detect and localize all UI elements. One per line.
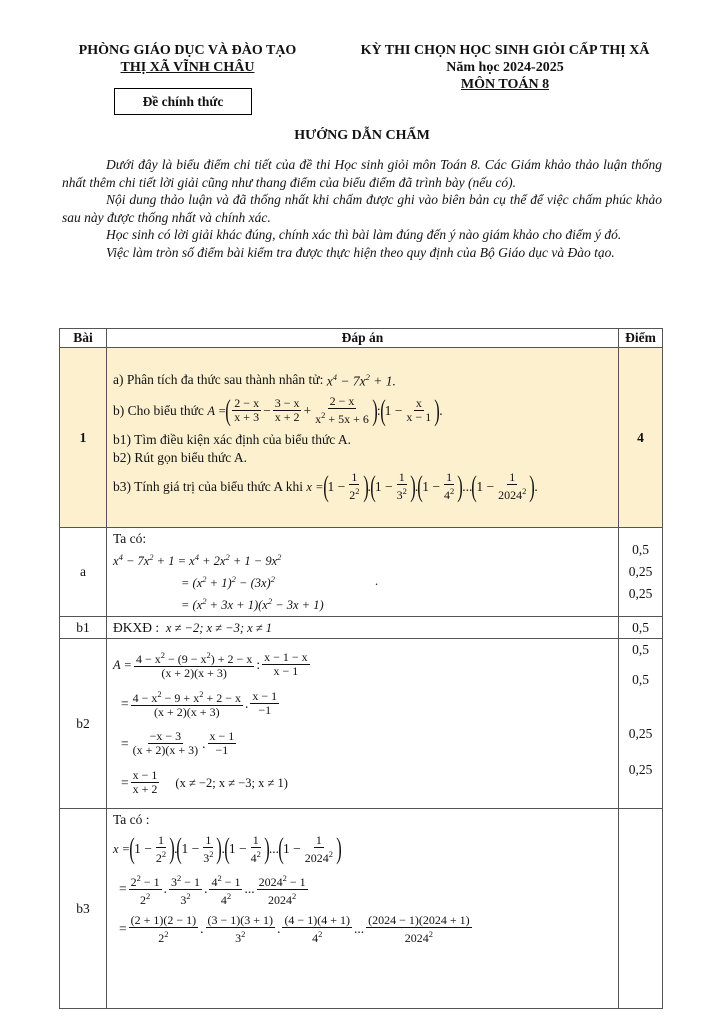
exam-header — [335, 42, 675, 93]
intro-paragraph: Nội dung thảo luận và đã thống nhất khi chấm được ghi vào biên bản cụ thể để việc chấm phúc khảo sau này được thống nhất và chính xác. — [62, 192, 662, 225]
math-line: = $(x^2 + 3x + 1)(x^2 - 3x + 1)$ — [181, 596, 324, 613]
points-b2 — [619, 639, 663, 809]
condition-value: x ≠ −2; x ≠ −3; x ≠ 1 — [165, 620, 273, 635]
points-a — [619, 528, 663, 617]
answer-a — [107, 528, 619, 617]
official-exam-box: Đề chính thức — [114, 88, 252, 115]
department-header — [60, 42, 315, 76]
math-line: = −x − 3 (x + 2)(x + 3) . x − 1 −1 — [121, 729, 235, 758]
question-b2: b2) Rút gọn biểu thức A. — [113, 449, 248, 465]
points-value: 0,25 — [628, 586, 653, 602]
condition-value: (x ≠ −2; x ≠ −3; x ≠ 1) — [175, 775, 288, 790]
points-value: 0,25 — [628, 564, 653, 580]
math-line: = $4 - x^2 - 9 + x^2 + 2 - x$ (x + 2)(x + 3) . x − 1 −1 — [121, 689, 278, 720]
math-line: = $2^2 - 1$ $2^2$ . $3^2 - 1$ $3^2$ . $4^2 - 1$ $4^2$ ... $2024^2 - 1$ 2024$^2$ — [119, 872, 306, 907]
points-value: 0,25 — [628, 762, 653, 778]
math-line: = $(x^2 + 1)^2 - (3x)^2$ . — [181, 574, 379, 591]
math-line: $x^4 - 7x^2 + 1 = x^4 + 2x^2 + 1 - 9x^2$ — [113, 552, 282, 569]
col-header-answer: Đáp án — [107, 329, 619, 348]
answer-b1 — [107, 617, 619, 639]
subject: MÔN TOÁN 8 — [460, 77, 550, 92]
points-b3 — [619, 809, 663, 1009]
math-line: = (2 + 1)(2 − 1) $2^2$ . (3 − 1)(3 + 1) $3^2$ . (4 − 1)(4 + 1) $4^2$ ... (2024 − 1)(2024 + 1) 2024$^2$ — [119, 912, 470, 945]
answer-b1-row — [60, 617, 663, 639]
grading-table — [59, 328, 663, 1009]
intro-paragraph: Học sinh có lời giải khác đúng, chính xác thì bài làm đúng đến ý nào giám khảo cho điểm ý đó. — [106, 227, 622, 242]
col-header-problem: Bài — [60, 329, 107, 348]
part-label: b3 — [60, 809, 107, 1009]
intro-text — [62, 156, 662, 261]
answer-a-row — [60, 528, 663, 617]
points-value: 0,5 — [632, 542, 649, 558]
answer-b2 — [107, 639, 619, 809]
exam-name: KỲ THI CHỌN HỌC SINH GIỎI CẤP THỊ XÃ — [360, 43, 650, 58]
math-line: x = ( 1 − 1 $2^2$ ) . ( 1 − 1 $3^2$ ) . ( 1 − 1 $4^2$ ) ... ( 1 − 1 2024$^2$ ) — [113, 832, 342, 866]
points-value: 0,5 — [632, 672, 649, 688]
school-year: Năm học 2024-2025 — [446, 60, 564, 75]
problem-label: 1 — [60, 348, 107, 528]
question-b3: b3) Tính giá trị của biểu thức A khi — [113, 478, 304, 494]
math-expr: $x^4 - 7x^2 + 1$. — [326, 372, 396, 389]
table-header-row — [60, 329, 663, 348]
intro-paragraph: Việc làm tròn số điểm bài kiểm tra được thực hiện theo quy định của Bộ Giáo dục và Đào tạo. — [106, 244, 615, 260]
answer-intro: Ta có: — [113, 531, 147, 546]
department-name: PHÒNG GIÁO DỤC VÀ ĐÀO TẠO — [78, 43, 297, 58]
col-header-points: Điểm — [619, 329, 663, 348]
condition-label: ĐKXĐ : — [113, 619, 160, 635]
intro-paragraph: Dưới đây là biểu điểm chi tiết của đề thi Học sinh giỏi môn Toán 8. Các Giám khảo thảo luận thống nhất thêm chi tiết lời giải cũng như thang điểm của biểu điểm đã trình bày (nếu có). — [62, 157, 662, 190]
math-expr: A = — [207, 403, 227, 418]
part-label: a — [60, 528, 107, 617]
page-title: HƯỚNG DẪN CHẤM — [294, 128, 430, 143]
question-b1: b1) Tìm điều kiện xác định của biểu thức A. — [113, 431, 352, 447]
problem-1-row — [60, 348, 663, 528]
answer-b3 — [107, 809, 619, 1009]
math-line: A = $\frac{4 - x^2 - (9 - x^2) + 2 - x}{(x + 2)(x + 3)}$ : x − 1 − x x − 1 — [113, 650, 308, 681]
points-b1: 0,5 — [619, 617, 663, 639]
town-name: THỊ XÃ VĨNH CHÂU — [120, 60, 255, 75]
math-line: = x − 1 x + 2 (x ≠ −2; x ≠ −3; x ≠ 1) — [121, 768, 288, 797]
part-label: b2 — [60, 639, 107, 809]
answer-b2-row — [60, 639, 663, 809]
points-value: 0,5 — [632, 642, 649, 658]
points-value: 0,25 — [628, 726, 653, 742]
math-expr: x = — [306, 479, 324, 494]
problem-points: 4 — [619, 348, 663, 528]
part-label: b1 — [60, 617, 107, 639]
problem-statement: a) Phân tích đa thức sau thành nhân tử: $x^4 - 7x^2 + 1$. b) Cho biểu thức A = ( 2 − x x + 3 − 3 − x x + 2 + 2 − x $x^2 + 5x + 6$ ) : ( 1 − x x − 1 ) . b1) Tìm điều kiện xác định của biểu thức A. b2) Rút gọn biểu thức A. b3) Tính giá trị của biểu thức A khi x = ( 1 − 1 $2^2$ ) . ( 1 − 1 $3^2$ ) . ( 1 − 1 $4^2$ ) ... ( 1 − 1 2024$^2$ ) . — [107, 348, 619, 528]
question-a: a) Phân tích đa thức sau thành nhân tử: — [113, 371, 324, 387]
question-b: b) Cho biểu thức — [113, 402, 204, 418]
answer-b3-row — [60, 809, 663, 1009]
answer-intro: Ta có : — [113, 812, 150, 828]
